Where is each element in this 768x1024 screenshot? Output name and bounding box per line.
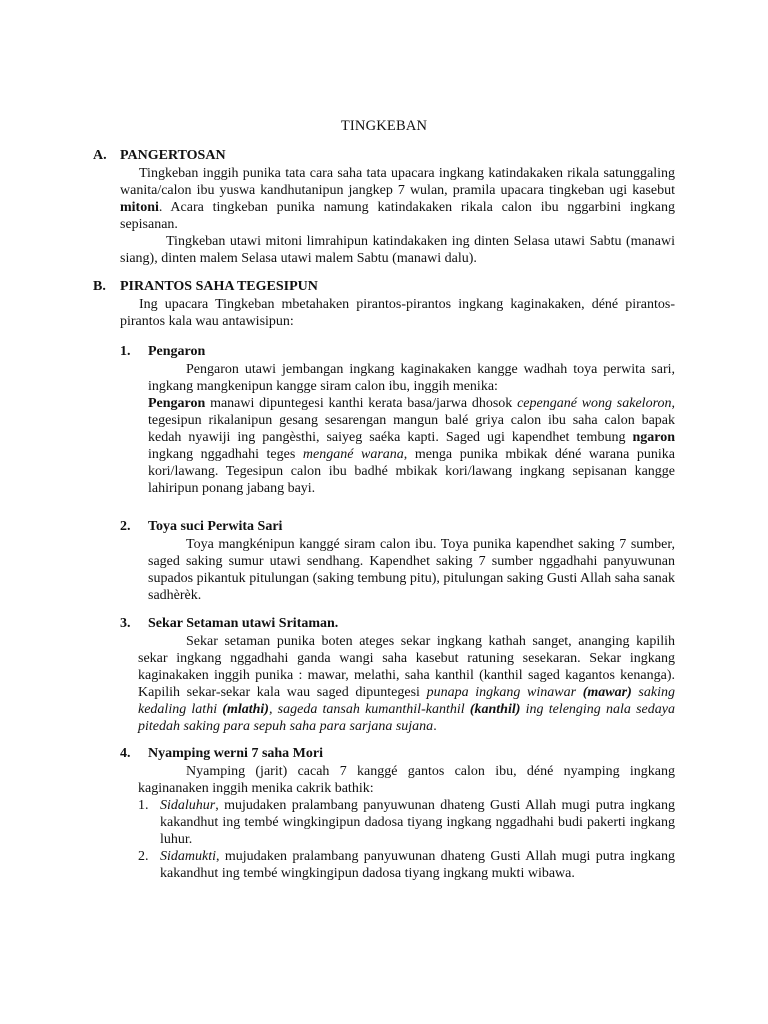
item-4-paragraph: Nyamping (jarit) cacah 7 kanggé gantos calon ibu, déné nyamping ingkang kaginanaken inggih menika cakrik bathik: (138, 764, 675, 796)
section-a-paragraph-1 (120, 165, 675, 233)
item-3-title: Sekar Setaman utawi Sritaman. (148, 616, 339, 631)
section-b-intro: Ing upacara Tingkeban mbetahaken pirantos-pirantos ingkang kaginakaken, déné pirantos-pirantos kala wau antawisipun: (120, 297, 675, 329)
italic-term: Sidamukti (160, 849, 216, 864)
list-item-text (160, 797, 675, 848)
section-a-paragraph-2: Tingkeban utawi mitoni limrahipun katindakaken ing dinten Selasa utawi Sabtu (manawi siang), dinten malem Selasa utawi malem Sabtu (manawi dalu). (120, 234, 675, 266)
bold-italic-term: (mlathi) (222, 702, 269, 717)
item-2-paragraph: Toya mangkénipun kanggé siram calon ibu. Toya punika kapendhet saking 7 sumber, saged saking sumur utawi sendhang. Kapendhet saking 7 sumber nggadhahi panyuwunan supados pikantuk pitulungan (saking tembung pitu), pitulungan saking Gusti Allah saha sanak sadhèrèk. (148, 537, 675, 603)
bold-italic-term: (mawar) (582, 685, 632, 700)
section-b-heading (93, 279, 318, 295)
item-1-heading (120, 344, 205, 360)
text-run: Sekar setaman punika boten ateges sekar ingkang kathah sanget, ananging kapilih sekar ingkang nggadhahi ganda wangi saha kasebut ratuning sesekaran. Sekar ingkang kaginakaken inggih punika : mawar, melathi, saha kanthil (kanthil saged kagantos kenanga). Kapilih sekar-sekar kala wau saged dipuntegesi (138, 634, 675, 700)
text-run: , tegesipun rikalanipun gesang sesarengan mangun balé griya calon ibu saha calon bapak kedah nyawiji ing pangèsthi, saiyeg saéka kapti. Saged ugi kapendhet tembung (148, 396, 675, 445)
item-2-heading (120, 519, 282, 535)
bold-term: mitoni (120, 200, 159, 215)
item-3-paragraph (138, 633, 675, 735)
item-1-paragraph-1: Pengaron utawi jembangan ingkang kaginakaken kangge wadhah toya perwita sari, ingkang mangkenipun kangge siram calon ibu, inggih menika: (148, 362, 675, 394)
document-title: TINGKEBAN (340, 118, 428, 134)
item-1-paragraph-2 (148, 395, 675, 497)
bold-italic-term: (kanthil) (469, 702, 521, 717)
text-run: , mujudaken pralambang panyuwunan dhateng Gusti Allah mugi putra ingkang kakandhut ing tembé wingkingipun dadosa tiyang ingkang mukti wibawa. (160, 849, 675, 881)
item-2-number: 2. (120, 519, 131, 534)
section-a-heading (93, 148, 226, 164)
section-a-title: PANGERTOSAN (120, 148, 226, 163)
item-4-heading (120, 746, 323, 762)
section-b-title: PIRANTOS SAHA TEGESIPUN (120, 279, 318, 294)
text-run: . (433, 719, 437, 734)
section-b-label: B. (93, 279, 106, 294)
bold-term: ngaron (632, 430, 675, 445)
list-item-number: 1. (138, 798, 149, 813)
item-1-title: Pengaron (148, 344, 206, 359)
item-3-number: 3. (120, 616, 131, 631)
italic-term: Sidaluhur (160, 798, 216, 813)
bold-term: Pengaron (148, 396, 206, 411)
italic-term: cepengané wong sakeloron (517, 396, 672, 411)
text-run: ingkang nggadhahi teges (148, 447, 303, 462)
list-item-text (160, 848, 675, 882)
text-run: manawi dipuntegesi kanthi kerata basa/jarwa dhosok (205, 396, 518, 411)
text-run: , mujudaken pralambang panyuwunan dhateng Gusti Allah mugi putra ingkang kakandhut ing tembé wingkingipun dadosa tiyang ingkang nggadhahi budi pakerti ingkang luhur. (160, 798, 675, 847)
text-run: Tingkeban inggih punika tata cara saha tata upacara ingkang katindakaken rikala satunggaling wanita/calon ibu yuswa kandhutanipun jangkep 7 wulan, pramila upacara tingkeban ugi kasebut (120, 166, 675, 198)
italic-term: ing telenging nala sedaya pitedah saking para sepuh saha para sarjana sujana (138, 702, 675, 734)
item-2-title: Toya suci Perwita Sari (148, 519, 283, 534)
item-4-title: Nyamping werni 7 saha Mori (148, 746, 323, 761)
item-1-number: 1. (120, 344, 131, 359)
list-item-number: 2. (138, 849, 149, 864)
item-4-number: 4. (120, 746, 131, 761)
item-3-heading (120, 616, 338, 632)
section-a-label: A. (93, 148, 107, 163)
italic-term: , sageda tansah kumanthil-kanthil (268, 702, 470, 717)
text-run: , menga punika mbikak déné warana punika kori/lawang. Tegesipun calon ibu badhé mbikak kori/lawang ingkang sepisanan kangge lahiripun ponang jabang bayi. (148, 447, 675, 496)
list-item (138, 848, 675, 882)
list-item (138, 797, 675, 848)
italic-term: punapa ingkang winawar (426, 685, 583, 700)
text-run: . Acara tingkeban punika namung katindakaken rikala calon ibu nggarbini ingkang sepisanan. (120, 200, 675, 232)
italic-term: saking kedaling lathi (138, 685, 675, 717)
italic-term: mengané warana (302, 447, 404, 462)
